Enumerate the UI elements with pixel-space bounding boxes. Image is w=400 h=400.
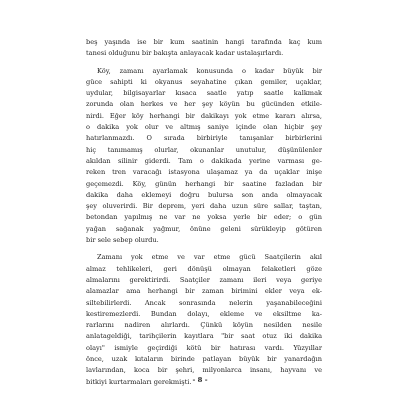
text-line: zorunda olan herkes ve her şey köyün bu gücünden etkile- xyxy=(86,100,322,109)
text-line: almaz tehlikeleri, geri dönüşü olmayan felaketleri göze xyxy=(86,264,322,273)
text-line: betondan yapılmış ne var ne yoksa yerle bir eder; o gün xyxy=(86,213,322,222)
text-line: akıldan silinir giderdi. Tam o dakikada yerine varması ge- xyxy=(86,156,322,165)
text-line: olayı" ismiyle geçirdiği kötü bir hatırası vardı. Yüzyıllar xyxy=(86,343,322,352)
text-line: siltebilirlerdi. Ancak sonrasında nelerin yaşanabileceğini xyxy=(86,298,322,307)
text-line: hatırlanmazdı. O sırada birbiriyle tanışanlar birbirlerini xyxy=(86,134,322,143)
text-line: nirdi. Eğer köy herhangi bir dakikayı yok etme kararı alırsa, xyxy=(86,111,322,120)
paragraph-2 xyxy=(86,66,322,247)
text-line: rarlarını nadiren alırlardı. Çünkü köyün nesilden nesile xyxy=(86,321,322,330)
text-line: hiç tanımamış olurlar, okunanlar unutulur, düşünülenler xyxy=(86,145,322,154)
text-line: dakika daha eklemeyi doğru bulursa son anda olmayacak xyxy=(86,190,322,199)
paragraph-1 xyxy=(86,37,322,60)
text-line: bitkiyi kurtarmaları gerekmişti. xyxy=(86,377,192,386)
text-line: anlatageldiği, tarihçilerin kayıtlara "bir saat otuz iki dakika xyxy=(86,332,322,341)
text-line: tanesi olduğunu bir bakışta anlayacak kadar ustalaşırlardı. xyxy=(86,49,284,58)
text-line: beş yaşında ise bir kum saatinin hangi tarafında kaç kum xyxy=(86,38,322,46)
text-line: almalarını gerektirirdi. Saatçiler zamanı ileri veya geriye xyxy=(86,275,322,284)
text-line: alamazlar ama herhangi bir zaman birimini ekler veya ek- xyxy=(86,287,322,296)
text-line: bir sele sebep olurdu. xyxy=(86,236,159,245)
text-line: Zamanı yok etme ve var etme gücü Saatçilerin akıl xyxy=(97,253,322,262)
text-line: şey oluverirdi. Bir deprem, yeri daha uzun süre sallar, taştan, xyxy=(86,202,322,211)
text-line: reken tren varacağı istasyona ulaşamaz ya da uçaklar inişe xyxy=(86,168,322,177)
body-text xyxy=(86,37,322,388)
text-line: uydular, bilgisayarlar kısaca saatle yatıp saatle kalkmak xyxy=(86,89,322,98)
paragraph-3 xyxy=(86,252,322,388)
page-number: - 8 - xyxy=(192,376,208,384)
text-line: o dakika yok olur ve altmış saniye içinde olan hiçbir şey xyxy=(86,123,322,132)
text-line: güce sahipti ki okyanus seyahatine çıkan gemiler, uçaklar, xyxy=(86,77,322,86)
text-line: geçemezdi. Köy, günün herhangi bir saatine fazladan bir xyxy=(86,179,322,188)
text-line: Köy, zamanı ayarlamak konusunda o kadar büyük bir xyxy=(97,66,322,75)
text-line: lavlarından, koca bir şehri, milyonlarca insanı, hayvanı ve xyxy=(86,366,322,375)
text-line: yağan sağanak yağmur, önüne geleni sürükleyip götüren xyxy=(86,224,322,233)
text-line: kestiremezlerdi. Bundan dolayı, ekleme ve eksiltme ka- xyxy=(86,309,322,318)
text-line: önce, uzak kıtaların birinde patlayan büyük bir yanardağın xyxy=(86,355,322,364)
